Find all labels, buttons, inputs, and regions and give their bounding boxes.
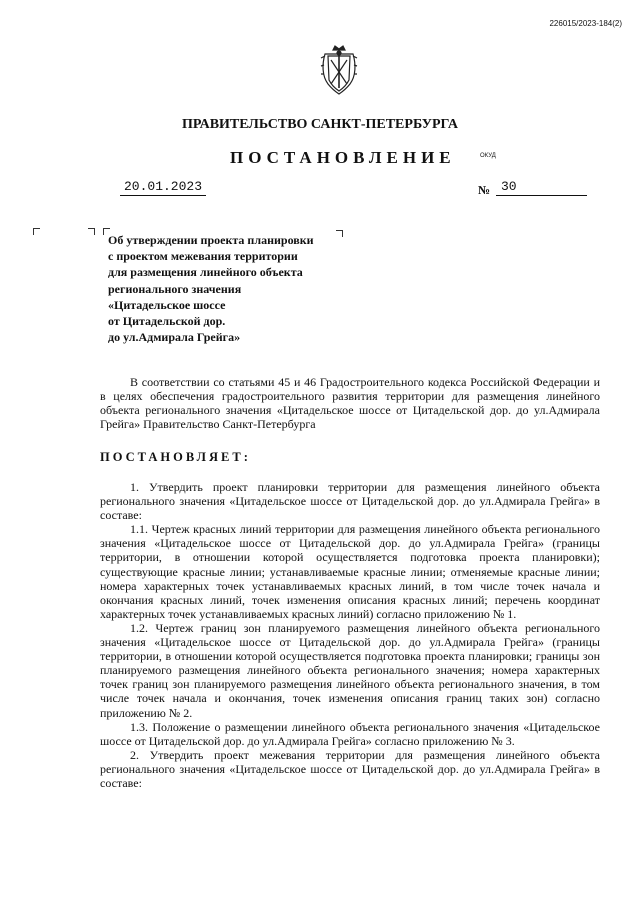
- number-sign: №: [478, 183, 491, 197]
- title-line: «Цитадельское шоссе: [108, 297, 226, 312]
- resolution-body: [100, 480, 600, 790]
- title-line: от Цитадельской дор.: [108, 314, 226, 329]
- postanovlyaet-heading: ПОСТАНОВЛЯЕТ:: [100, 450, 251, 464]
- preamble-text: В соответствии со статьями 45 и 46 Градостроительного кодекса Российской Федерации и в целях обеспечения градостроительного развития территории для размещения линейного объекта регионального значения «Цитадельское шоссе от Цитадельской дор. до ул.Адмирала Грейга» Правительство Санкт-Петербурга: [100, 375, 600, 432]
- paragraph-2: 2. Утвердить проект межевания территории для размещения линейного объекта регионального значения «Цитадельское шоссе от Цитадельской дор. до ул.Адмирала Грейга» в составе:: [100, 747, 600, 790]
- document-date: 20.01.2023: [120, 179, 206, 196]
- document-type: ПОСТАНОВЛЕНИЕ: [230, 148, 456, 167]
- title-line: для размещения линейного объекта: [108, 265, 303, 280]
- paragraph-1-2: 1.2. Чертеж границ зон планируемого размещения линейного объекта регионального значения «Цитадельское шоссе от Цитадельской дор. до ул.Адмирала Грейга» (границы территории, в отношении которой осуществляется подготовка проекта планировки; границы зон планируемого размещения линейного объекта регионального значения; номера характерных точек границ зон планируемого размещения линейного объекта регионального значения, в том числе точек начала и окончания, точек изменения описания границ таких зон) согласно приложению № 2.: [100, 620, 600, 720]
- title-line: с проектом межевания территории: [108, 249, 298, 264]
- corner-mark: [33, 228, 40, 235]
- document-number-field: 30: [496, 179, 587, 196]
- document-number: 226015/2023-184(2): [549, 19, 622, 28]
- title-line: до ул.Адмирала Грейга»: [108, 330, 241, 345]
- coat-of-arms-emblem: [318, 44, 360, 96]
- corner-mark: [88, 228, 95, 235]
- title-line: регионального значения: [108, 281, 242, 296]
- paragraph-1-3: 1.3. Положение о размещении линейного объекта регионального значения «Цитадельское шоссе от Цитадельской дор. до ул.Адмирала Грейга» согласно приложению № 3.: [100, 719, 600, 748]
- paragraph-1-1: 1.1. Чертеж красных линий территории для размещения линейного объекта регионального значения «Цитадельское шоссе от Цитадельской дор. до ул.Адмирала Грейга» (границы территории, в отношении которой осуществляется подготовка проекта планировки); существующие красные линии; устанавливаемые красные линии; отменяемые красные линии; номера характерных точек устанавливаемых красных линий, в том числе точек начала и окончания красных линий, точек изменения описания красных линий; перечень координат характерных точек устанавливаемых красных линий) согласно приложению № 1.: [100, 522, 600, 621]
- preamble-block: [100, 375, 600, 431]
- paragraph-1: 1. Утвердить проект планировки территории для размещения линейного объекта регионального значения «Цитадельское шоссе от Цитадельской дор. до ул.Адмирала Грейга» в составе:: [100, 480, 600, 523]
- government-name: ПРАВИТЕЛЬСТВО САНКТ-ПЕТЕРБУРГА: [181, 117, 459, 132]
- resolution-title: [108, 232, 348, 345]
- title-line: Об утверждении проекта планировки: [108, 233, 314, 247]
- okud-label: ОКУД: [480, 153, 496, 159]
